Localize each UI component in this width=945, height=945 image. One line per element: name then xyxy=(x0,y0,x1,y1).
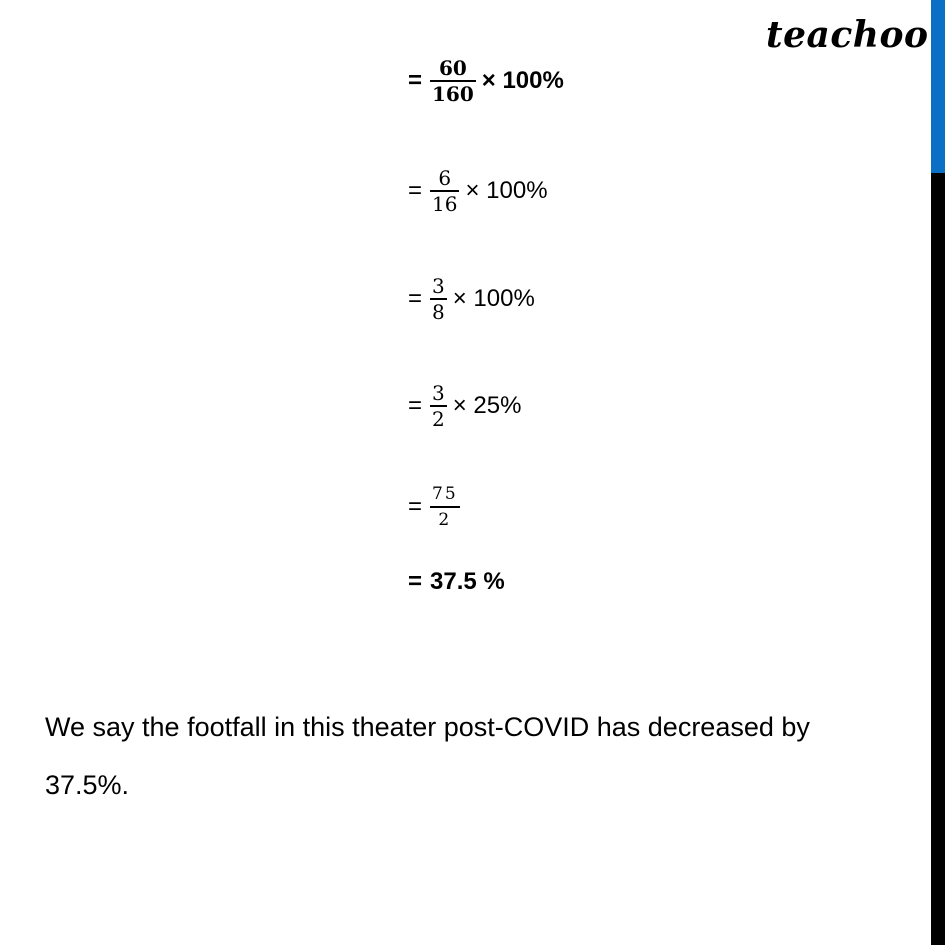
multiplier: × 100% xyxy=(481,67,564,94)
side-accent-bar xyxy=(931,0,945,945)
conclusion-text: We say the footfall in this theater post-COVID has decreased by 37.5%. xyxy=(45,712,810,800)
denominator: 2 xyxy=(438,509,452,530)
equals-sign: = xyxy=(408,177,423,204)
fraction xyxy=(430,274,447,324)
multiplier: × 25% xyxy=(452,392,522,419)
equals-sign: = xyxy=(408,285,423,312)
multiplier: × 100% xyxy=(465,177,548,204)
step-3 xyxy=(408,274,535,324)
denominator: 160 xyxy=(432,82,474,106)
result-value: 37.5 % xyxy=(430,568,505,595)
numerator: 3 xyxy=(432,381,445,405)
equals-sign: = xyxy=(408,392,423,419)
numerator: 6 xyxy=(438,166,452,190)
step-4 xyxy=(408,381,521,431)
denominator: 8 xyxy=(432,300,445,324)
denominator: 2 xyxy=(432,407,445,431)
step-5 xyxy=(408,482,466,532)
step-2 xyxy=(408,166,548,216)
fraction xyxy=(430,56,476,106)
step-1 xyxy=(408,56,564,106)
fraction xyxy=(430,482,460,532)
denominator: 16 xyxy=(432,192,458,216)
fraction xyxy=(430,166,459,216)
numerator: 75 xyxy=(432,484,458,504)
equals-sign: = xyxy=(408,568,423,595)
equals-sign: = xyxy=(408,492,423,520)
teachoo-logo: teachoo xyxy=(766,14,929,56)
numerator: 60 xyxy=(438,56,467,80)
fraction xyxy=(430,381,447,431)
equals-sign: = xyxy=(408,67,423,94)
step-6-result xyxy=(408,568,505,596)
side-bar-black-segment xyxy=(931,173,945,945)
numerator: 3 xyxy=(432,274,445,298)
side-bar-blue-segment xyxy=(931,0,945,173)
multiplier: × 100% xyxy=(452,285,535,312)
